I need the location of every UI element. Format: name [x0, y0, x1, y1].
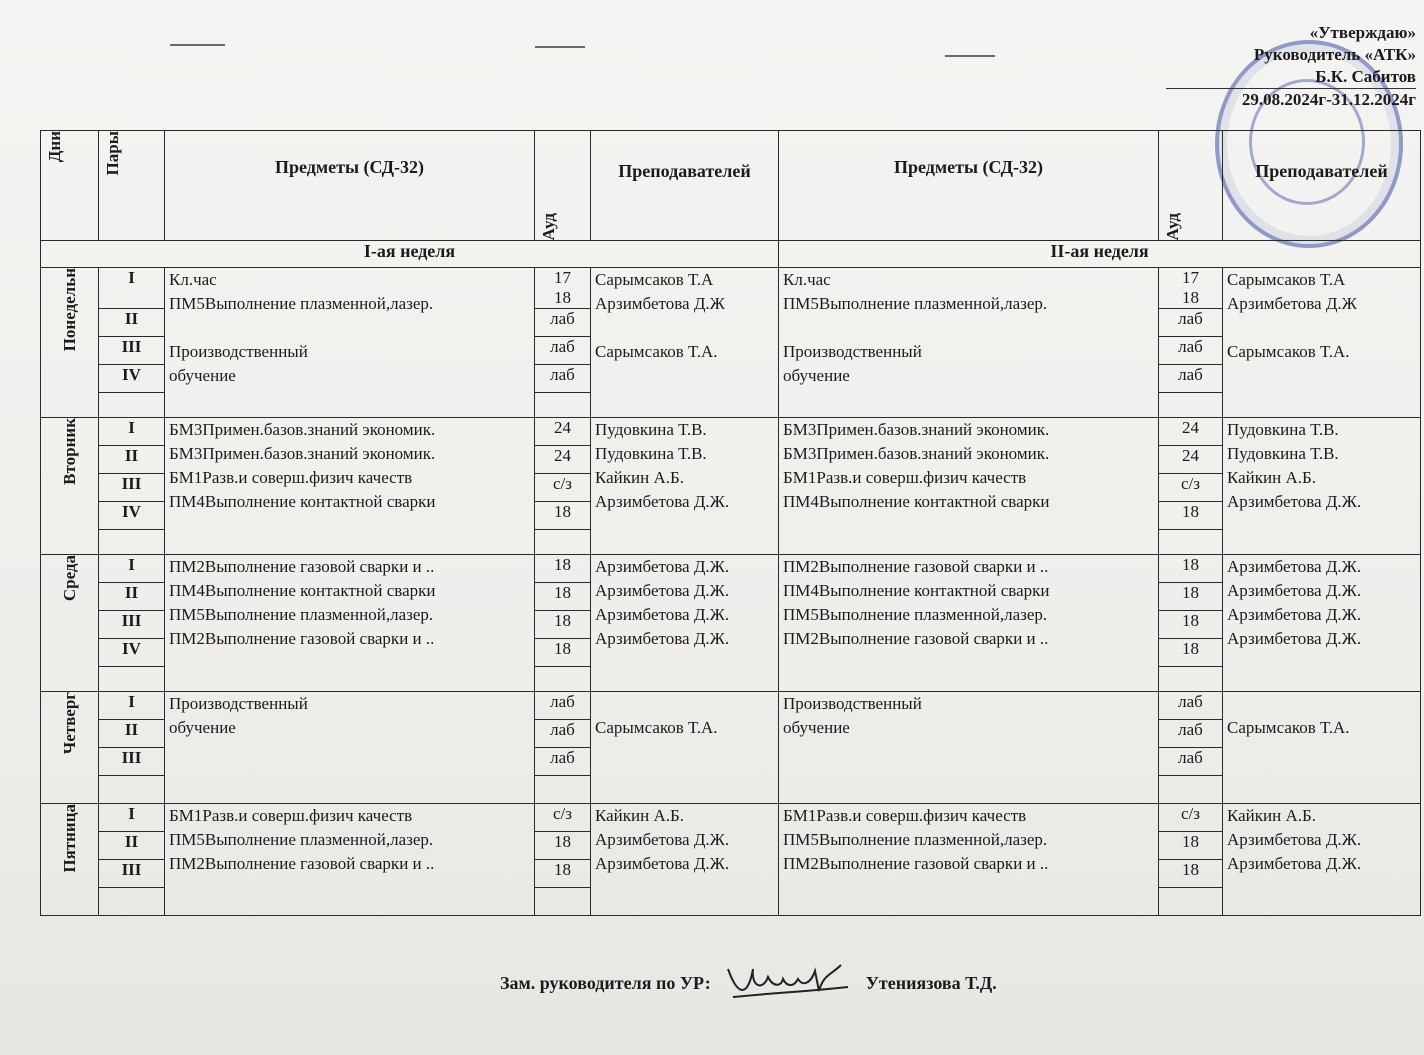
teacher-line: Сарымсаков Т.А — [595, 270, 714, 289]
aud-value: лаб — [1178, 365, 1203, 384]
subject-line: ПМ4Выполнение контактной сварки — [783, 492, 1050, 511]
teacher-line — [595, 692, 774, 716]
subject-line: ПМ2Выполнение газовой сварки и .. — [169, 557, 435, 576]
teacher-line: Сарымсаков Т.А. — [1227, 342, 1350, 361]
day-name: Пятница — [59, 804, 79, 873]
aud-value: лаб — [550, 748, 575, 767]
aud-cell — [535, 611, 591, 639]
subject-line: ПМ4Выполнение контактной сварки — [169, 492, 436, 511]
aud-value: лаб — [1178, 337, 1203, 356]
teacher-line: Арзимбетова Д.Ж. — [595, 581, 730, 600]
subjects-cell — [779, 555, 1159, 692]
subject-line: обучение — [783, 718, 850, 737]
subjects-cell — [165, 418, 535, 555]
subject-line: ПМ5Выполнение плазменной,лазер. — [169, 830, 434, 849]
aud-cell — [1159, 502, 1223, 530]
table-row — [41, 268, 1421, 309]
aud-cell — [535, 393, 591, 418]
subject-line: БМ1Разв.и соверш.физич качеств — [783, 806, 1027, 825]
aud-cell — [1159, 530, 1223, 555]
aud-value: 18 — [554, 502, 571, 521]
teacher-line: Пудовкина Т.В. — [595, 444, 707, 463]
aud-value: 18 — [1182, 832, 1199, 851]
teachers-cell — [591, 804, 779, 916]
aud-value: лаб — [550, 692, 575, 711]
pair-number — [99, 393, 165, 418]
header-aud-label: Ауд — [1163, 212, 1182, 240]
aud-cell — [535, 776, 591, 804]
week-row — [41, 241, 1421, 268]
aud-value: 18 — [1182, 583, 1199, 602]
teachers-cell — [1223, 268, 1421, 418]
subject-line: БМ1Разв.и соверш.физич качеств — [783, 468, 1027, 487]
teacher-line: Арзимбетова Д.Ж — [595, 294, 725, 313]
teachers-cell — [1223, 692, 1421, 804]
subject-line: Производственный — [169, 694, 308, 713]
teacher-line: Кайкин А.Б. — [1227, 468, 1317, 487]
teachers-cell — [1223, 418, 1421, 555]
teacher-line: Сарымсаков Т.А. — [595, 342, 718, 361]
aud-cell — [535, 832, 591, 860]
aud-cell — [535, 337, 591, 365]
divider — [170, 44, 225, 46]
aud-cell — [1159, 776, 1223, 804]
aud-cell — [1159, 748, 1223, 776]
pair-number: IV — [99, 365, 165, 393]
subject-line: ПМ5Выполнение плазменной,лазер. — [169, 605, 434, 624]
subject-line: ПМ2Выполнение газовой сварки и .. — [783, 854, 1049, 873]
pair-number: I — [99, 268, 165, 309]
approval-line: Б.К. Сабитов — [1315, 67, 1416, 86]
pair-number: II — [99, 446, 165, 474]
teacher-line: Пудовкина Т.В. — [1227, 420, 1339, 439]
aud-cell — [1159, 474, 1223, 502]
approval-line: «Утверждаю» — [1309, 23, 1416, 42]
day-name: Вторник — [59, 418, 79, 485]
header-days-label: Дни — [45, 131, 64, 163]
approval-block — [1156, 22, 1416, 111]
header-aud — [1159, 131, 1223, 241]
teachers-cell — [591, 692, 779, 804]
aud-cell — [535, 446, 591, 474]
aud-value: 18 — [554, 555, 571, 574]
aud-cell — [1159, 860, 1223, 888]
subject-line: ПМ2Выполнение газовой сварки и .. — [783, 557, 1049, 576]
teachers-cell — [1223, 555, 1421, 692]
subject-line: Производственный — [783, 342, 922, 361]
aud-cell — [535, 667, 591, 692]
aud-value: лаб — [1178, 692, 1203, 711]
header-teachers: Преподавателей — [1223, 131, 1421, 241]
week-2-label: II-ая неделя — [779, 241, 1421, 268]
pair-number: III — [99, 474, 165, 502]
teacher-line: Арзимбетова Д.Ж. — [1227, 581, 1362, 600]
pair-number: II — [99, 720, 165, 748]
header-aud-label: Ауд — [539, 212, 558, 240]
pair-number: II — [99, 832, 165, 860]
table-row — [41, 555, 1421, 583]
aud-cell — [1159, 555, 1223, 583]
aud-cell — [1159, 268, 1223, 309]
pair-number — [99, 530, 165, 555]
header-row — [41, 131, 1421, 241]
aud-cell — [535, 860, 591, 888]
divider — [945, 55, 995, 57]
aud-cell — [1159, 583, 1223, 611]
subject-line: БМ3Примен.базов.знаний экономик. — [783, 444, 1050, 463]
aud-cell — [535, 474, 591, 502]
aud-cell — [535, 748, 591, 776]
aud-cell — [1159, 667, 1223, 692]
aud-value: 18 — [554, 860, 571, 879]
footer-name: Утениязова Т.Д. — [865, 973, 997, 994]
aud-cell — [1159, 365, 1223, 393]
subject-line: БМ1Разв.и соверш.физич качеств — [169, 468, 413, 487]
subject-line: ПМ5Выполнение плазменной,лазер. — [783, 294, 1048, 313]
day-cell — [41, 418, 99, 555]
pair-number — [99, 776, 165, 804]
aud-value: 18 — [554, 288, 571, 307]
aud-value: 18 — [1182, 288, 1199, 307]
footer — [500, 965, 1200, 1005]
subject-line: ПМ4Выполнение контактной сварки — [169, 581, 436, 600]
aud-cell — [1159, 720, 1223, 748]
aud-value: 24 — [1182, 446, 1199, 465]
approval-dates: 29.08.2024г-31.12.2024г — [1241, 90, 1416, 109]
pair-number — [99, 667, 165, 692]
teacher-line: Кайкин А.Б. — [1227, 806, 1317, 825]
subject-line: ПМ4Выполнение контактной сварки — [783, 581, 1050, 600]
aud-value: лаб — [550, 309, 575, 328]
aud-cell — [1159, 639, 1223, 667]
day-name: Четверг — [59, 692, 79, 755]
teacher-line: Арзимбетова Д.Ж. — [1227, 854, 1362, 873]
subject-line: ПМ2Выполнение газовой сварки и .. — [169, 629, 435, 648]
subject-line: Производственный — [169, 342, 308, 361]
subjects-cell — [779, 268, 1159, 418]
aud-value: 18 — [1182, 502, 1199, 521]
aud-value: 24 — [554, 418, 571, 437]
teachers-cell — [591, 555, 779, 692]
pair-number: III — [99, 337, 165, 365]
aud-cell — [535, 309, 591, 337]
day-cell — [41, 555, 99, 692]
aud-value: 18 — [1182, 639, 1199, 658]
teacher-line: Сарымсаков Т.А. — [595, 718, 718, 737]
teacher-line: Арзимбетова Д.Ж. — [595, 557, 730, 576]
subjects-cell — [165, 555, 535, 692]
aud-value: 17 — [1182, 268, 1199, 287]
teacher-line: Пудовкина Т.В. — [595, 420, 707, 439]
aud-cell — [1159, 393, 1223, 418]
aud-value: лаб — [550, 365, 575, 384]
aud-value: 18 — [554, 583, 571, 602]
teacher-line: Арзимбетова Д.Ж. — [595, 629, 730, 648]
subject-line: Производственный — [783, 694, 922, 713]
header-subjects: Предметы (СД-32) — [165, 131, 535, 241]
pair-number: III — [99, 860, 165, 888]
aud-value: 18 — [1182, 555, 1199, 574]
teachers-cell — [591, 268, 779, 418]
aud-cell — [1159, 309, 1223, 337]
teacher-line: Арзимбетова Д.Ж. — [595, 830, 730, 849]
subject-line — [783, 316, 1154, 340]
day-cell — [41, 692, 99, 804]
aud-cell — [1159, 337, 1223, 365]
teacher-line — [1227, 692, 1416, 716]
teacher-line: Арзимбетова Д.Ж. — [1227, 557, 1362, 576]
subjects-cell — [779, 418, 1159, 555]
subjects-cell — [165, 268, 535, 418]
aud-cell — [1159, 418, 1223, 446]
teacher-line: Сарымсаков Т.А — [1227, 270, 1346, 289]
pair-number: IV — [99, 502, 165, 530]
day-cell — [41, 804, 99, 916]
aud-cell — [535, 888, 591, 916]
pair-number: I — [99, 418, 165, 446]
pair-number: III — [99, 748, 165, 776]
teachers-cell — [1223, 804, 1421, 916]
pair-number: I — [99, 804, 165, 832]
aud-cell — [1159, 611, 1223, 639]
header-subjects: Предметы (СД-32) — [779, 131, 1159, 241]
subject-line: ПМ5Выполнение плазменной,лазер. — [783, 605, 1048, 624]
pair-number: II — [99, 309, 165, 337]
aud-value: лаб — [1178, 748, 1203, 767]
subject-line: ПМ5Выполнение плазменной,лазер. — [783, 830, 1048, 849]
aud-value: 24 — [554, 446, 571, 465]
subject-line: ПМ2Выполнение газовой сварки и .. — [169, 854, 435, 873]
subjects-cell — [165, 804, 535, 916]
header-pairs — [99, 131, 165, 241]
teacher-line: Пудовкина Т.В. — [1227, 444, 1339, 463]
aud-cell — [535, 720, 591, 748]
subjects-cell — [779, 692, 1159, 804]
subject-line: ПМ5Выполнение плазменной,лазер. — [169, 294, 434, 313]
footer-label: Зам. руководителя по УР: — [500, 973, 711, 994]
subject-line: БМ3Примен.базов.знаний экономик. — [169, 444, 436, 463]
subject-line: БМ1Разв.и соверш.физич качеств — [169, 806, 413, 825]
aud-value: 18 — [554, 832, 571, 851]
subject-line: БМ3Примен.базов.знаний экономик. — [783, 420, 1050, 439]
aud-value: с/з — [1181, 474, 1200, 493]
aud-cell — [535, 502, 591, 530]
teacher-line: Арзимбетова Д.Ж — [1227, 294, 1357, 313]
header-aud — [535, 131, 591, 241]
pair-number: III — [99, 611, 165, 639]
aud-value: 18 — [554, 611, 571, 630]
teacher-line: Кайкин А.Б. — [595, 806, 685, 825]
aud-cell — [535, 692, 591, 720]
header-days — [41, 131, 99, 241]
teacher-line: Арзимбетова Д.Ж. — [595, 854, 730, 873]
teacher-line — [595, 316, 774, 340]
aud-cell — [535, 365, 591, 393]
pair-number: II — [99, 583, 165, 611]
aud-value: лаб — [550, 337, 575, 356]
aud-cell — [535, 268, 591, 309]
pair-number — [99, 888, 165, 916]
aud-value: лаб — [1178, 309, 1203, 328]
teacher-line: Арзимбетова Д.Ж. — [595, 492, 730, 511]
header-pairs-label: Пары — [103, 131, 122, 176]
day-name: Понедельн — [59, 268, 79, 352]
aud-cell — [535, 530, 591, 555]
aud-value: 24 — [1182, 418, 1199, 437]
schedule-table — [40, 130, 1421, 916]
divider — [535, 46, 585, 48]
aud-cell — [535, 555, 591, 583]
subject-line: ПМ2Выполнение газовой сварки и .. — [783, 629, 1049, 648]
aud-cell — [1159, 692, 1223, 720]
aud-value: с/з — [553, 804, 572, 823]
subject-line: обучение — [169, 718, 236, 737]
aud-value: лаб — [550, 720, 575, 739]
subject-line: Кл.час — [169, 270, 217, 289]
aud-value: 18 — [554, 639, 571, 658]
pair-number: I — [99, 555, 165, 583]
aud-value: 18 — [1182, 611, 1199, 630]
subject-line: Кл.час — [783, 270, 831, 289]
signature — [723, 965, 853, 1005]
teacher-line: Арзимбетова Д.Ж. — [1227, 492, 1362, 511]
subject-line: обучение — [783, 366, 850, 385]
aud-cell — [535, 418, 591, 446]
aud-value: с/з — [1181, 804, 1200, 823]
aud-cell — [1159, 888, 1223, 916]
header-teachers: Преподавателей — [591, 131, 779, 241]
aud-value: с/з — [553, 474, 572, 493]
table-row — [41, 418, 1421, 446]
subject-line — [169, 316, 530, 340]
aud-cell — [535, 583, 591, 611]
teacher-line — [1227, 316, 1416, 340]
table-row — [41, 692, 1421, 720]
subjects-cell — [165, 692, 535, 804]
day-cell — [41, 268, 99, 418]
aud-cell — [535, 639, 591, 667]
subjects-cell — [779, 804, 1159, 916]
pair-number: IV — [99, 639, 165, 667]
week-1-label: I-ая неделя — [41, 241, 779, 268]
table-row — [41, 804, 1421, 832]
aud-value: лаб — [1178, 720, 1203, 739]
aud-cell — [1159, 804, 1223, 832]
teacher-line: Арзимбетова Д.Ж. — [1227, 629, 1362, 648]
approval-line: Руководитель «АТК» — [1253, 45, 1416, 64]
teacher-line: Сарымсаков Т.А. — [1227, 718, 1350, 737]
day-name: Среда — [59, 555, 79, 602]
aud-cell — [1159, 832, 1223, 860]
teacher-line: Арзимбетова Д.Ж. — [595, 605, 730, 624]
subject-line: обучение — [169, 366, 236, 385]
subject-line: БМ3Примен.базов.знаний экономик. — [169, 420, 436, 439]
teacher-line: Арзимбетова Д.Ж. — [1227, 830, 1362, 849]
aud-value: 17 — [554, 268, 571, 287]
aud-cell — [1159, 446, 1223, 474]
teachers-cell — [591, 418, 779, 555]
pair-number: I — [99, 692, 165, 720]
teacher-line: Кайкин А.Б. — [595, 468, 685, 487]
teacher-line: Арзимбетова Д.Ж. — [1227, 605, 1362, 624]
aud-cell — [535, 804, 591, 832]
aud-value: 18 — [1182, 860, 1199, 879]
